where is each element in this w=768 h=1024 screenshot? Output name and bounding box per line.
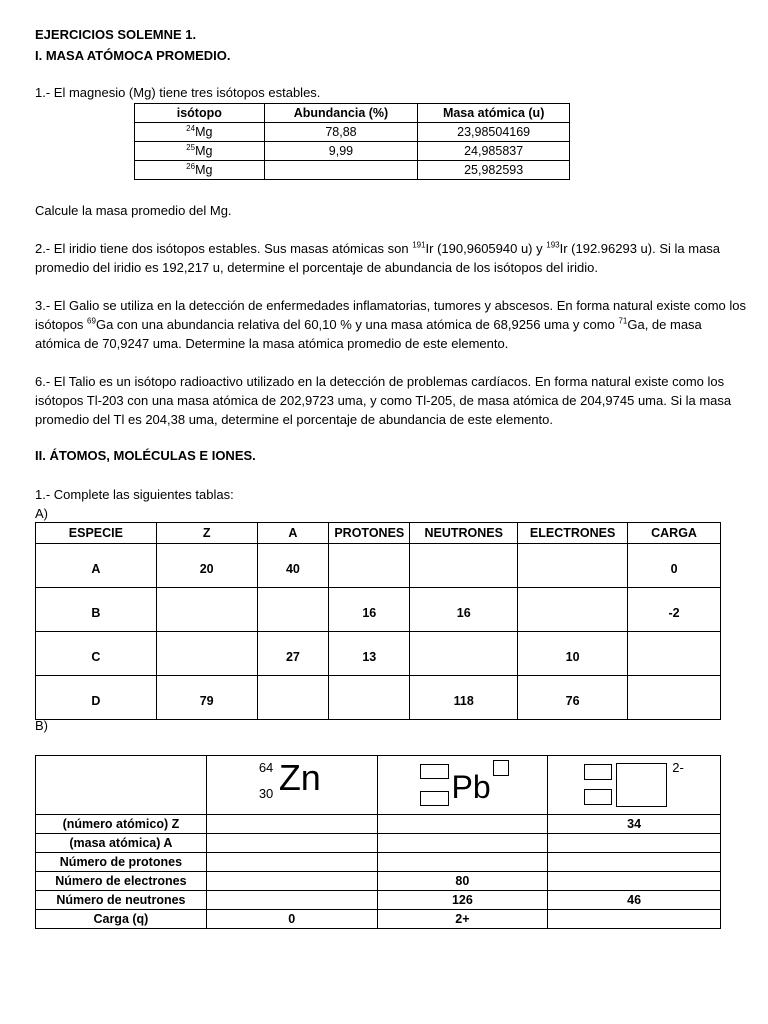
species-table-header [36, 523, 721, 544]
neutrones-col-header: NEUTRONES [410, 523, 518, 544]
mass-number: 25 [186, 142, 196, 152]
electrons-cell: 10 [518, 632, 628, 676]
z-col-header: Z [156, 523, 257, 544]
species-cell: D [36, 676, 157, 720]
table-row [36, 834, 721, 853]
species-cell: C [36, 632, 157, 676]
isotope-col-header: isótopo [135, 104, 265, 123]
pb-symbol-cell [377, 756, 548, 815]
pb-charge-blank[interactable] [493, 760, 509, 776]
q3-text-3: Ga, de masa atómica de 70,9247 uma. Determine la masa atómica promedio de este elemento. [35, 317, 702, 351]
row-label: Número de protones [36, 853, 207, 872]
ga-71-mass-number: 71 [618, 316, 628, 326]
pb-value-cell [377, 815, 548, 834]
z-cell [156, 632, 257, 676]
ir-191-mass-number: 191 [412, 240, 426, 250]
unknown-value-cell [548, 872, 721, 891]
pb-value-cell: 80 [377, 872, 548, 891]
a-cell: 40 [257, 544, 329, 588]
pb-atomic-number-blank[interactable] [420, 791, 449, 806]
element-symbol: Mg [195, 125, 213, 139]
protones-col-header: PROTONES [329, 523, 410, 544]
zn-mass-number: 64 [258, 760, 274, 775]
z-cell: 20 [156, 544, 257, 588]
q2-text-2: Ir (190,9605940 u) y [425, 241, 547, 256]
especie-col-header: ESPECIE [36, 523, 157, 544]
charge-cell: 0 [628, 544, 721, 588]
mass-cell: 23,98504169 [418, 123, 570, 142]
zn-atomic-number: 30 [258, 786, 274, 801]
z-cell [156, 588, 257, 632]
zn-value-cell [206, 872, 377, 891]
table-row [36, 891, 721, 910]
section-2-intro: 1.- Complete las siguientes tablas: [35, 487, 234, 502]
species-cell: B [36, 588, 157, 632]
table-row [36, 676, 721, 720]
abundance-cell: 9,99 [264, 142, 418, 161]
row-label: (masa atómica) A [36, 834, 207, 853]
a-cell: 27 [257, 632, 329, 676]
a-cell [257, 588, 329, 632]
neutrons-cell [410, 632, 518, 676]
row-label: Número de neutrones [36, 891, 207, 910]
pb-value-cell: 2+ [377, 910, 548, 929]
unknown-value-cell: 46 [548, 891, 721, 910]
section-2-title: II. ÁTOMOS, MOLÉCULAS E IONES. [35, 448, 256, 463]
mass-col-header: Masa atómica (u) [418, 104, 570, 123]
unknown-value-cell [548, 834, 721, 853]
table-row [36, 853, 721, 872]
electrons-cell [518, 544, 628, 588]
mass-number: 24 [186, 123, 196, 133]
q3-text-2: Ga con una abundancia relativa del 60,10 % y una masa atómica de 68,9256 uma y como [95, 317, 619, 332]
table-row [36, 815, 721, 834]
isotope-table-header [135, 104, 570, 123]
pb-value-cell [377, 853, 548, 872]
isotope-cell [135, 123, 265, 142]
worksheet-title: EJERCICIOS SOLEMNE 1. [35, 27, 197, 42]
row-label: Carga (q) [36, 910, 207, 929]
question-3 [35, 296, 747, 353]
species-cell: A [36, 544, 157, 588]
zn-symbol-cell [206, 756, 377, 815]
z-cell: 79 [156, 676, 257, 720]
isotope-cell [135, 161, 265, 180]
table-row [36, 632, 721, 676]
unknown-value-cell [548, 853, 721, 872]
abundance-cell: 78,88 [264, 123, 418, 142]
mass-cell: 24,985837 [418, 142, 570, 161]
neutrons-cell [410, 544, 518, 588]
charge-cell [628, 632, 721, 676]
row-label: Número de electrones [36, 872, 207, 891]
unknown-charge: 2- [672, 760, 684, 775]
species-table [35, 522, 721, 720]
protons-cell [329, 544, 410, 588]
q3-text-1: 3.- El Galio se utiliza en la detección de enfermedades inflamatorias, tumores y abscesos. En forma natural existe como los isótopos [35, 298, 747, 332]
table-row [135, 161, 570, 180]
table-row [36, 872, 721, 891]
mass-number: 26 [186, 161, 196, 171]
neutrons-cell: 16 [410, 588, 518, 632]
pb-mass-number-blank[interactable] [420, 764, 449, 779]
zn-value-cell [206, 891, 377, 910]
electrons-cell: 76 [518, 676, 628, 720]
carga-col-header: CARGA [628, 523, 721, 544]
question-2 [35, 239, 747, 277]
pb-value-cell: 126 [377, 891, 548, 910]
electrons-cell [518, 588, 628, 632]
neutrons-cell: 118 [410, 676, 518, 720]
isotope-table [134, 103, 570, 180]
table-b-label: B) [35, 718, 48, 733]
q1-intro: 1.- El magnesio (Mg) tiene tres isótopos estables. [35, 85, 321, 100]
a-col-header: A [257, 523, 329, 544]
protons-cell: 16 [329, 588, 410, 632]
table-a-label: A) [35, 506, 48, 521]
table-row [36, 544, 721, 588]
charge-cell: -2 [628, 588, 721, 632]
ion-table-header [36, 756, 721, 815]
mass-cell: 25,982593 [418, 161, 570, 180]
abundance-col-header: Abundancia (%) [264, 104, 418, 123]
element-symbol: Mg [195, 144, 213, 158]
element-symbol: Mg [195, 163, 213, 177]
q2-text-3: Ir (192.96293 u). Si la masa promedio del iridio es 192,217 u, determine el porcentaje de abundancia de los isótopos del iridio. [35, 241, 721, 275]
table-row [135, 142, 570, 161]
unknown-value-cell: 34 [548, 815, 721, 834]
unknown-value-cell [548, 910, 721, 929]
charge-cell [628, 676, 721, 720]
pb-value-cell [377, 834, 548, 853]
unknown-symbol-cell [548, 756, 721, 815]
abundance-cell [264, 161, 418, 180]
table-row [135, 123, 570, 142]
electrones-col-header: ELECTRONES [518, 523, 628, 544]
zn-value-cell [206, 834, 377, 853]
q2-text-1: 2.- El iridio tiene dos isótopos estables. Sus masas atómicas son [35, 241, 413, 256]
a-cell [257, 676, 329, 720]
ga-69-mass-number: 69 [87, 316, 96, 326]
zn-value-cell [206, 853, 377, 872]
ir-193-mass-number: 193 [546, 240, 560, 250]
table-row [36, 588, 721, 632]
question-6 [35, 372, 747, 429]
q1-question: Calcule la masa promedio del Mg. [35, 203, 232, 218]
table-row [36, 910, 721, 929]
empty-corner-cell [36, 756, 207, 815]
protons-cell: 13 [329, 632, 410, 676]
pb-symbol: Pb [451, 769, 491, 805]
unknown-symbol-blank[interactable] [616, 763, 667, 807]
unknown-mass-number-blank[interactable] [584, 764, 612, 780]
q6-text: 6.- El Talio es un isótopo radioactivo utilizado en la detección de problemas cardíacos. En forma natural existe como los isótopos Tl-203 con una masa atómica de 202,9723 uma, y como Tl-205, de masa atómica de 204,9745 uma. Si la masa promedio del Tl es 204,38 uma, determine el porcentaje de abundancia de este elemento. [35, 374, 732, 427]
section-1-title: I. MASA ATÓMOCA PROMEDIO. [35, 48, 231, 63]
zn-value-cell [206, 815, 377, 834]
unknown-atomic-number-blank[interactable] [584, 789, 612, 805]
zn-symbol: Zn [278, 757, 321, 798]
ion-table [35, 755, 721, 929]
isotope-cell [135, 142, 265, 161]
row-label: (número atómico) Z [36, 815, 207, 834]
protons-cell [329, 676, 410, 720]
zn-value-cell: 0 [206, 910, 377, 929]
